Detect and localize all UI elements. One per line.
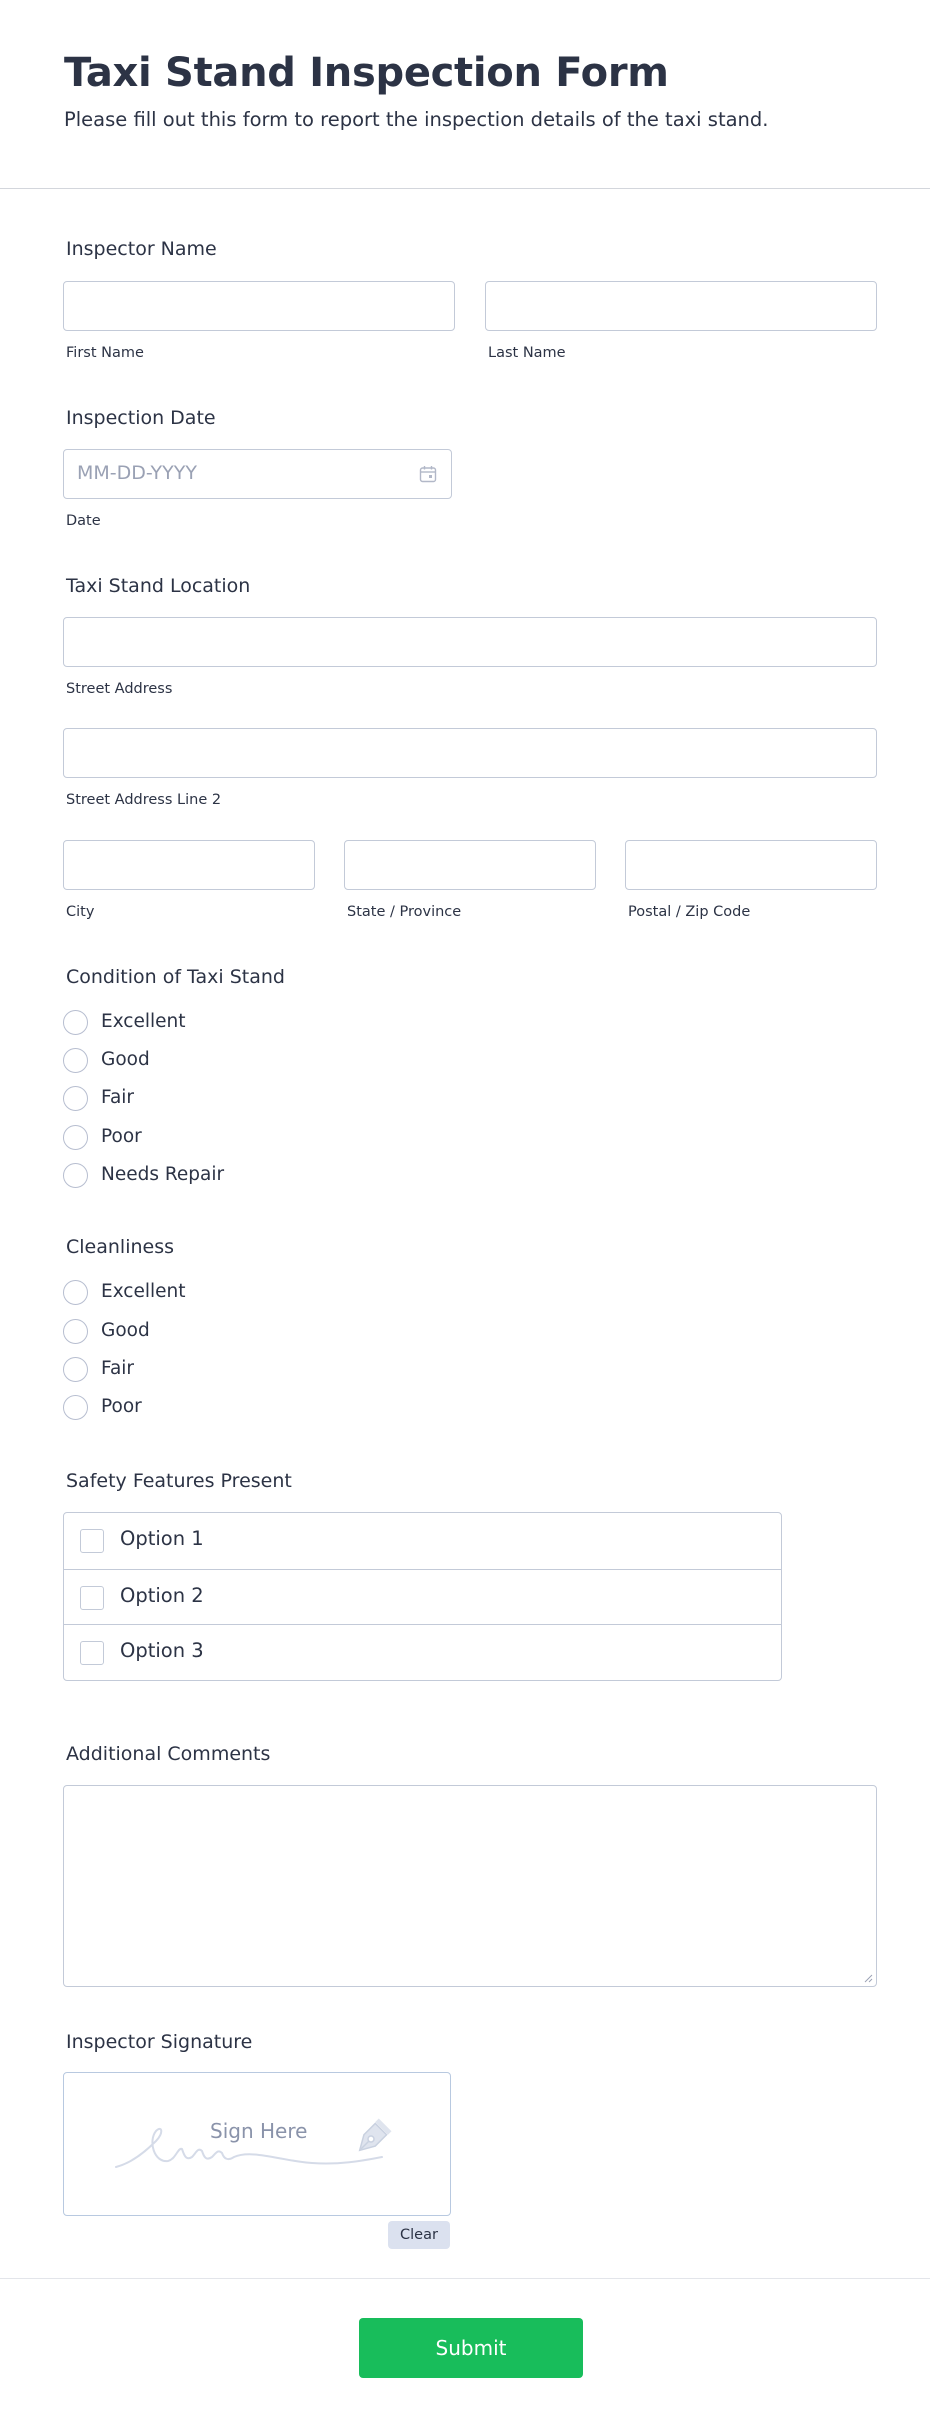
radio-label: Needs Repair	[101, 1164, 225, 1185]
radio-label: Fair	[101, 1087, 135, 1108]
checkbox-label: Option 3	[120, 1639, 204, 1662]
radio-button[interactable]	[63, 1048, 88, 1073]
street-address-line2-sublabel: Street Address Line 2	[66, 792, 222, 808]
last-name-sublabel: Last Name	[488, 345, 566, 361]
signature-label: Inspector Signature	[66, 2031, 253, 2053]
cleanliness-label: Cleanliness	[66, 1236, 175, 1258]
radio-label: Excellent	[101, 1281, 186, 1302]
radio-label: Excellent	[101, 1011, 186, 1032]
radio-button[interactable]	[63, 1010, 88, 1035]
radio-button[interactable]	[63, 1357, 88, 1382]
sign-here-placeholder: Sign Here	[210, 2119, 308, 2143]
street-address-input[interactable]	[63, 617, 877, 667]
state-sublabel: State / Province	[347, 904, 462, 920]
checkbox[interactable]	[80, 1641, 104, 1665]
safety-features-label: Safety Features Present	[66, 1470, 292, 1492]
radio-label: Poor	[101, 1396, 142, 1417]
location-label: Taxi Stand Location	[66, 575, 251, 597]
date-sublabel: Date	[66, 513, 101, 529]
date-placeholder: MM-DD-YYYY	[77, 462, 197, 484]
comments-label: Additional Comments	[66, 1743, 271, 1765]
safety-features-checkbox-group	[63, 1512, 782, 1681]
date-input[interactable]	[63, 449, 452, 499]
clear-signature-button[interactable]: Clear	[388, 2221, 450, 2249]
radio-button[interactable]	[63, 1086, 88, 1111]
pen-nib-icon	[349, 2117, 393, 2161]
checkbox-option[interactable]	[64, 1569, 781, 1625]
checkbox-label: Option 1	[120, 1527, 204, 1550]
radio-label: Good	[101, 1049, 150, 1070]
inspection-date-label: Inspection Date	[66, 407, 216, 429]
city-input[interactable]	[63, 840, 315, 890]
zip-input[interactable]	[625, 840, 877, 890]
signature-pad[interactable]	[63, 2072, 451, 2216]
state-input[interactable]	[344, 840, 596, 890]
radio-button[interactable]	[63, 1280, 88, 1305]
calendar-icon[interactable]	[419, 465, 437, 483]
radio-button[interactable]	[63, 1163, 88, 1188]
last-name-input[interactable]	[485, 281, 877, 331]
street-address-line2-input[interactable]	[63, 728, 877, 778]
condition-label: Condition of Taxi Stand	[66, 966, 285, 988]
checkbox[interactable]	[80, 1529, 104, 1553]
radio-button[interactable]	[63, 1319, 88, 1344]
radio-button[interactable]	[63, 1395, 88, 1420]
radio-label: Fair	[101, 1358, 135, 1379]
checkbox[interactable]	[80, 1586, 104, 1610]
checkbox-label: Option 2	[120, 1584, 204, 1607]
radio-label: Good	[101, 1320, 150, 1341]
zip-sublabel: Postal / Zip Code	[628, 904, 751, 920]
city-sublabel: City	[66, 904, 95, 920]
radio-label: Poor	[101, 1126, 142, 1147]
street-address-sublabel: Street Address	[66, 681, 173, 697]
form-subtitle: Please fill out this form to report the inspection details of the taxi stand.	[64, 108, 769, 131]
resize-handle-icon[interactable]	[863, 1973, 873, 1983]
form-header	[0, 0, 930, 189]
form-title: Taxi Stand Inspection Form	[64, 50, 669, 96]
first-name-sublabel: First Name	[66, 345, 144, 361]
radio-button[interactable]	[63, 1125, 88, 1150]
submit-button[interactable]: Submit	[359, 2318, 583, 2378]
checkbox-option[interactable]	[64, 1624, 781, 1680]
inspector-name-label: Inspector Name	[66, 238, 217, 260]
checkbox-option[interactable]	[64, 1513, 781, 1569]
first-name-input[interactable]	[63, 281, 455, 331]
comments-textarea[interactable]	[63, 1785, 877, 1987]
